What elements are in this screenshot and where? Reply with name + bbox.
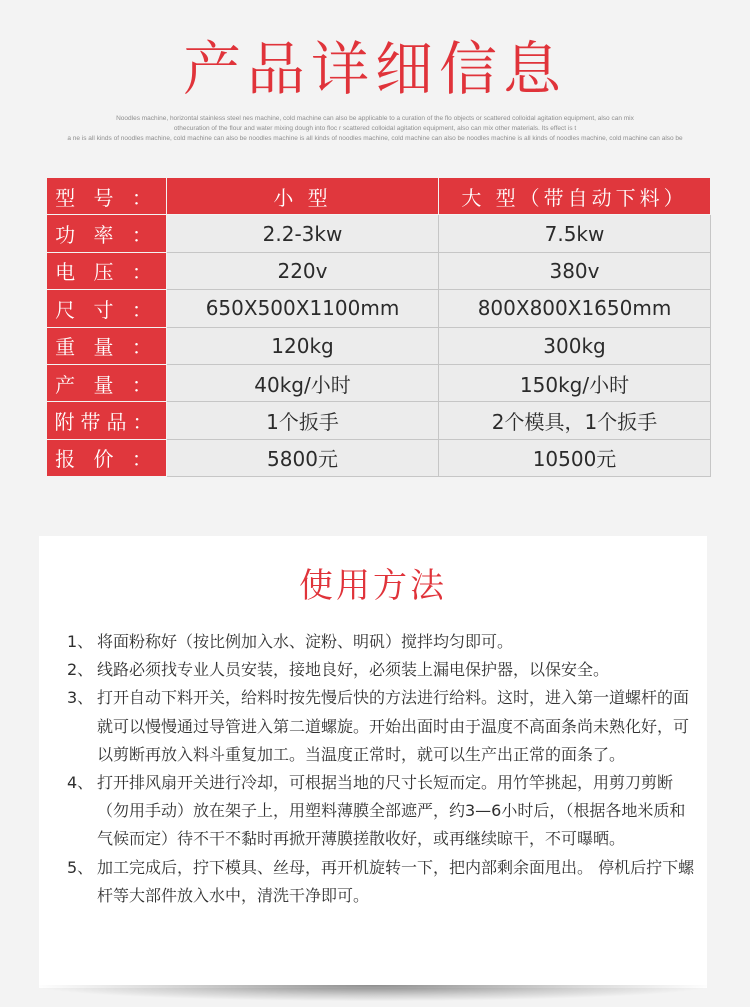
row-label: 报 价 ：	[47, 439, 167, 476]
item-text: 将面粉称好（按比例加入水、淀粉、明矾）搅拌均匀即可。	[97, 632, 514, 651]
item-number: 5、	[67, 857, 94, 877]
cell-large: 10500元	[439, 439, 711, 476]
column-header-large: 大 型（带自动下料）	[439, 178, 711, 215]
cell-small: 40kg/小时	[167, 364, 439, 401]
list-item	[67, 769, 697, 854]
column-header-small: 小 型	[167, 178, 439, 215]
description-line: othecuration of the flour and water mixing dough into floc r scattered colloidal agitation equipment, also can mix other materials. Its effect is t	[173, 125, 577, 132]
cell-small: 2.2-3kw	[167, 215, 439, 252]
table-row	[47, 439, 711, 476]
cell-small: 120kg	[167, 327, 439, 364]
list-item	[67, 854, 697, 910]
cell-large: 800X800X1650mm	[439, 290, 711, 327]
row-label: 产 量 ：	[47, 364, 167, 401]
cell-small: 5800元	[167, 439, 439, 476]
row-label: 型 号 ：	[47, 178, 167, 215]
description-line: a ne is all kinds of noodles machine, cold machine can also be noodles machine is all kinds of noodles machine, cold machine can also be noodles machine is all kinds of noodles machine, cold machine can also be	[67, 135, 683, 142]
cell-small: 220v	[167, 252, 439, 289]
item-text: 线路必须找专业人员安装，接地良好，必须装上漏电保护器，以保安全。	[97, 660, 610, 680]
row-label: 功 率 ：	[47, 215, 167, 252]
cell-large: 2个模具，1个扳手	[439, 402, 711, 439]
cell-large: 150kg/小时	[439, 364, 711, 401]
cell-small: 650X500X1100mm	[167, 290, 439, 327]
item-number: 2、	[67, 660, 94, 680]
item-number: 3、	[67, 688, 94, 708]
cell-large: 300kg	[439, 327, 711, 364]
cell-large: 7.5kw	[439, 215, 711, 252]
table-row	[47, 364, 711, 401]
usage-card	[39, 536, 707, 988]
cell-large: 380v	[439, 252, 711, 289]
row-label: 重 量 ：	[47, 327, 167, 364]
item-text: 打开自动下料开关，给料时按先慢后快的方法进行给料。这时，进入第一道螺杆的面就可以慢慢通过导管进入第二道螺旋。开始出面时由于温度不高面条尚未熟化好，可以剪断再放入料斗重复加工。当温度正常时，就可以生产出正常的面条了。	[97, 688, 690, 764]
list-item	[67, 628, 697, 656]
item-number: 4、	[67, 773, 94, 793]
spec-table	[46, 177, 711, 477]
row-label: 电 压 ：	[47, 252, 167, 289]
english-description	[40, 114, 710, 144]
usage-title: 使用方法	[299, 566, 447, 606]
table-row	[47, 402, 711, 439]
table-header-row	[47, 178, 711, 215]
table-row	[47, 215, 711, 252]
description-line: Noodles machine, horizontal stainless steel nes machine, cold machine can also be applicable to a curation of the flo objects or scattered colloidal agitation equipment, also can mix	[116, 115, 634, 122]
usage-list	[67, 628, 697, 910]
table-row	[47, 327, 711, 364]
table-row	[47, 290, 711, 327]
item-text: 打开排风扇开关进行冷却，可根据当地的尺寸长短而定。用竹竿挑起，用剪刀剪断（勿用手动）放在架子上，用塑料薄膜全部遮严，约3—6小时后，（根据各地米质和气候而定）待不干不黏时再掀开薄膜搓散收好，或再继续晾干，不可曝晒。	[97, 773, 686, 849]
row-label: 附带品：	[47, 402, 167, 439]
card-shadow	[39, 985, 707, 1001]
list-item	[67, 656, 697, 684]
row-label: 尺 寸 ：	[47, 290, 167, 327]
item-number: 1、	[67, 632, 94, 651]
table-row	[47, 252, 711, 289]
cell-small: 1个扳手	[167, 402, 439, 439]
list-item	[67, 684, 697, 769]
item-text: 加工完成后，拧下模具、丝母，再开机旋转一下，把内部剩余面甩出。 停机后拧下螺杆等大部件放入水中，清洗干净即可。	[97, 857, 695, 905]
page-title: 产品详细信息	[182, 35, 567, 103]
